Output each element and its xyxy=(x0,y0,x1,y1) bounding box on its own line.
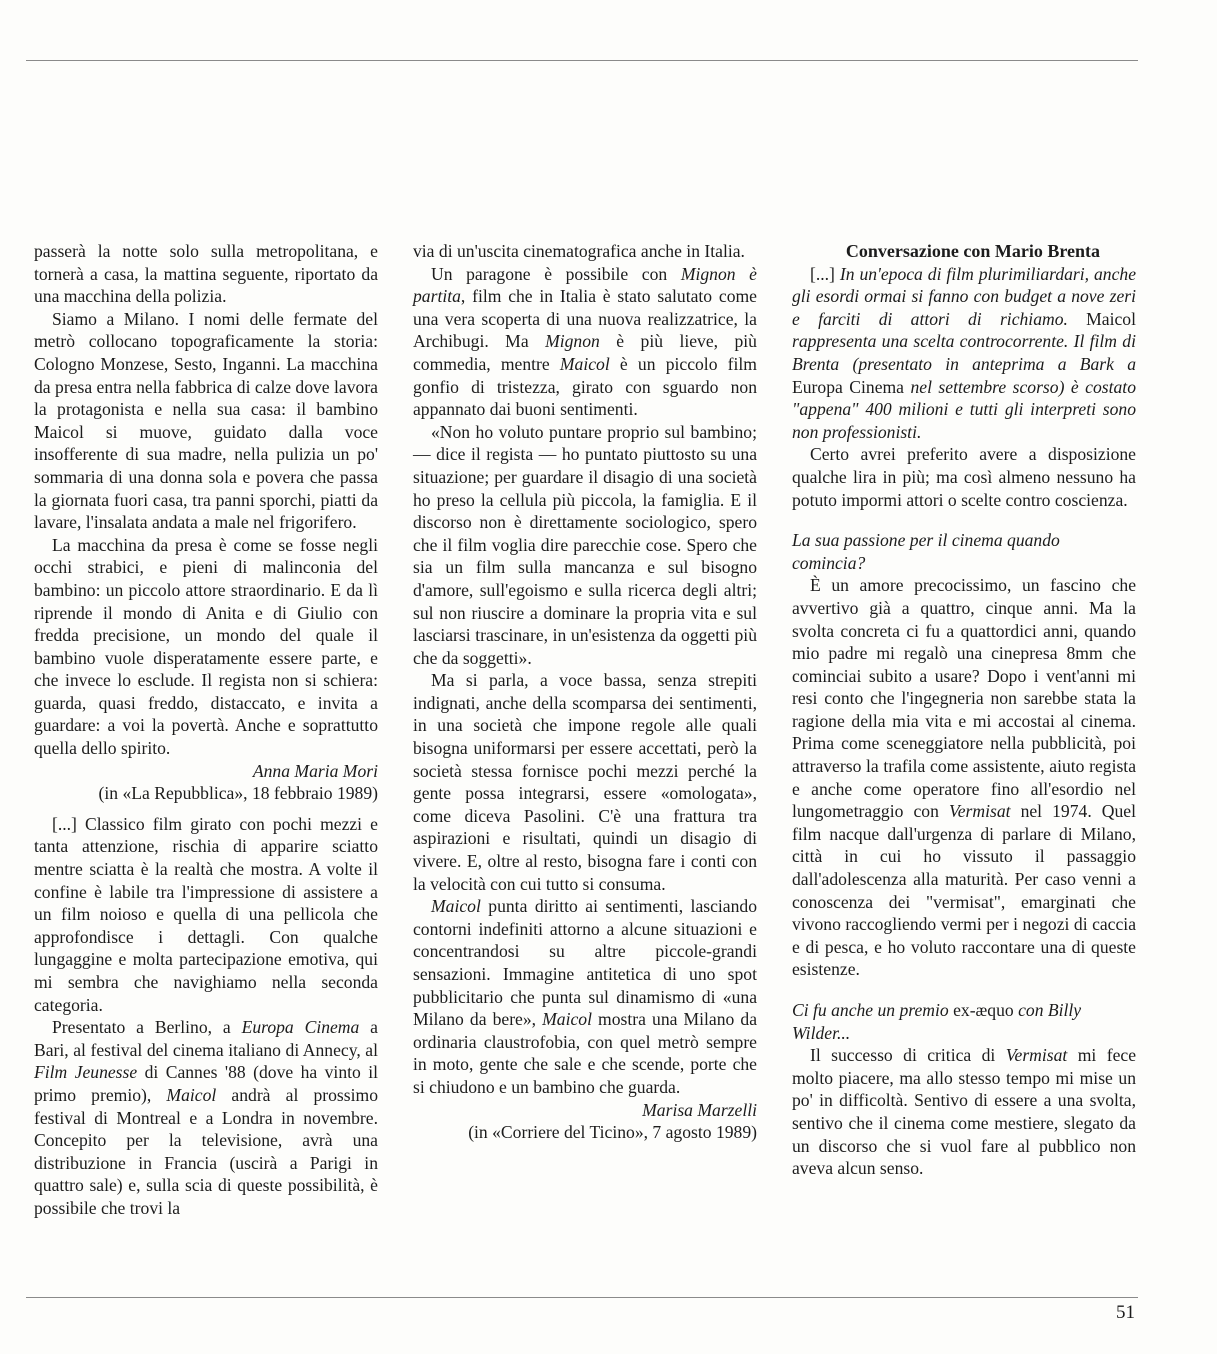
signature-author: Marisa Marzelli xyxy=(642,1099,757,1120)
column-2 xyxy=(413,240,757,1144)
signature-source: (in «La Repubblica», 18 febbraio 1989) xyxy=(98,783,378,804)
signature-author: Anna Maria Mori xyxy=(252,760,378,781)
paragraph: via di un'uscita cinematografica anche in Italia. xyxy=(413,241,745,261)
paragraph: Siamo a Milano. I nomi delle fermate del metrò collocano topograficamente la storia: Cologno Monzese, Sesto, Inganni. La macchina da presa entra nella fabbrica di calze dove lavora la protagonista e nella sua casa: il bambino Maicol si muove, guidato dalla voce insofferente di sua madre, nella pulizia un po' sommaria di una donna sola e povera che passa la giornata fuori casa, tra panni sporchi, piatti da lavare, l'insalata andata a male nel frigorifero. xyxy=(34,308,378,533)
interview-question: La sua passione per il cinema quando comincia? xyxy=(792,530,1060,573)
paragraph: Un paragone è possibile con Mignon è partita, film che in Italia è stato salutato come una vera scoperta di una nuova realizzatrice, la Archibugi. Ma Mignon è più lieve, più commedia, mentre Maicol è un piccolo film gonfio di tristezza, girato con sguardo non appannato dai buoni sentimenti. xyxy=(413,263,757,420)
interview-question: Ci fu anche un premio ex-æquo con Billy Wilder... xyxy=(792,1000,1082,1043)
column-1 xyxy=(34,240,378,1220)
paragraph: Presentato a Berlino, a Europa Cinema a Bari, al festival del cinema italiano di Annecy, al Film Jeunesse di Cannes '88 (dove ha vinto il primo premio), Maicol andrà al prossimo festival di Montreal e a Londra in novembre. Concepito per la televisione, avrà una distribuzione in Francia (uscirà a Parigi in quattro sale) e, sulla scia di queste possibilità, è possibile che trovi la xyxy=(34,1017,379,1218)
paragraph: È un amore precocissimo, un fascino che avvertivo già a quattro, cinque anni. Ma la svolta concreta ci fu a quattordici anni, quando mio padre mi regalò una cinepresa 8mm che cominciai subito a usare? Dopo i vent'anni mi resi conto che l'ingegneria non sarebbe stata la ragione della mia vita e mi accostai al cinema. Prima come sceneggiatore nella pubblicità, poi attraverso la trafila come assistente, aiuto regista e anche come operatore fino all'esordio nel lungometraggio con Vermisat nel 1974. Quel film nacque dall'urgenza di parlare di Milano, città in cui ho vissuto il passaggio dall'adolescenza alla maturità. Per caso venni a conoscenza dei "vermisat", emarginati che vivono raccogliendo vermi per i negozi di caccia e di pesca, e ho voluto raccontare una di queste esistenze. xyxy=(792,575,1136,980)
paragraph: passerà la notte solo sulla metropolitana, e tornerà a casa, la mattina seguente, riportato da una macchina della polizia. xyxy=(34,241,378,307)
top-rule xyxy=(26,60,1138,61)
column-3 xyxy=(792,240,1136,1180)
signature-source: (in «Corriere del Ticino», 7 agosto 1989) xyxy=(468,1122,757,1143)
interview-heading: Conversazione con Mario Brenta xyxy=(845,241,1101,261)
paragraph: La macchina da presa è come se fosse negli occhi strabici, e pieni di malinconia del bambino: un piccolo attore straordinario. E da lì riprende il mondo di Anita e di Giulio con fredda precisione, un mondo del quale il bambino vuole disperatamente essere parte, e che invece lo esclude. Il regista non si schiera: guarda, quasi freddo, distaccato, e invita a guardare: a voi la povertà. Anche e soprattutto quella dello spirito. xyxy=(34,534,378,759)
paragraph: Il successo di critica di Vermisat mi fece molto piacere, ma allo stesso tempo mi mise un po' in difficoltà. Sentivo di essere a una svolta, sentivo che il cinema come mestiere, slegato da un discorso che si vuol fare al pubblico non aveva alcun senso. xyxy=(792,1045,1137,1179)
paragraph: Certo avrei preferito avere a disposizione qualche lira in più; ma così almeno nessuno ha potuto impormi attori o scelte contro coscienza. xyxy=(792,444,1136,510)
page-number: 51 xyxy=(1116,1302,1135,1323)
paragraph: «Non ho voluto puntare proprio sul bambino; — dice il regista — ho puntato piuttosto su una situazione; per guardare il disagio di una società ho preso la cellula più piccola, la famiglia. E il discorso non è direttamente sociologico, spero che il film voglia dire parecchie cose. Spero che sia un film sulla mancanza e sul bisogno d'amore, sull'egoismo e sulla ricerca degli altri; sul non riuscire a dominare la propria vita e sul lasciarsi trascinare, in un'esistenza da oggetti più che da soggetti». xyxy=(413,421,757,668)
paragraph: [...] Classico film girato con pochi mezzi e tanta attenzione, rischia di apparire sciatto mentre sciatta è la realtà che mostra. A volte il confine è labile tra l'impressione di assistere a un film noioso e quella di una pellicola che approfondisce i dettagli. Con qualche lungaggine e molta partecipazione emotiva, qui mi sembra che navighiamo nella seconda categoria. xyxy=(34,813,378,1015)
paragraph: Maicol punta diritto ai sentimenti, lasciando contorni indefiniti attorno a alcune situazioni e concentrandosi su altre piccole-grandi sensazioni. Immagine antitetica di uno spot pubblicitario che punta sul dinamismo di «una Milano da bere», Maicol mostra una Milano da ordinaria claustrofobia, con quel metrò sempre in moto, gente che sale e che scende, porte che si chiudono e un bambino che guarda. xyxy=(413,896,758,1097)
paragraph: [...] In un'epoca di film plurimiliardari, anche gli esordi ormai si fanno con budget a nove zeri e farciti di attori di richiamo. Maicol rappresenta una scelta controcorrente. Il film di Brenta (presentato in anteprima a Bark a Europa Cinema nel settembre scorso) è costato "appena" 400 milioni e tutti gli interpreti sono non professionisti. xyxy=(792,263,1137,442)
paragraph: Ma si parla, a voce bassa, senza strepiti indignati, anche della scomparsa dei sentimenti, in una società che impone regole alle quali bisogna uniformarsi per essere accettati, però la società stessa fornisce pochi mezzi perché la gente possa integrarsi, essere «omologata», come diceva Pasolini. C'è una frattura tra aspirazioni e risultati, quindi un disagio di vivere. E, oltre al resto, bisogna fare i conti con la velocità con cui tutto si consuma. xyxy=(413,670,757,894)
bottom-rule xyxy=(26,1297,1138,1298)
